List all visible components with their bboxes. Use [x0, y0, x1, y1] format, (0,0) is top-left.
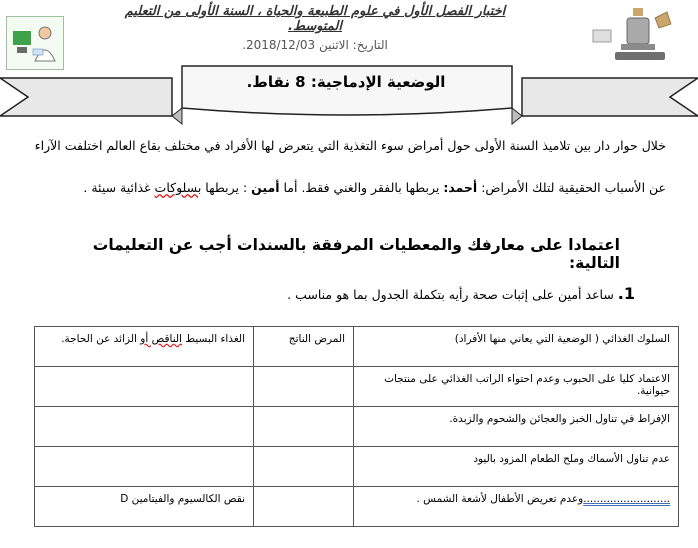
cell-food[interactable] [35, 407, 254, 447]
table-header-row [35, 327, 679, 367]
exam-title: اختبار الفصل الأول في علوم الطبيعة والحياة ، السنة الأولى من التعليم المتوسط. [124, 4, 506, 34]
microscope-icon [585, 4, 675, 66]
cell-disease[interactable] [254, 447, 354, 487]
exam-date: التاريخ: الاثنين 2018/12/03. [242, 38, 388, 52]
banner-title: الوضعية الإدماجية: 8 نقاط. [246, 73, 446, 91]
cell-behavior: الاعتماد كليا على الحبوب وعدم احتواء الراتب الغذائي على منتجات حيوانية. [354, 367, 679, 407]
cell-behavior: الإفراط في تناول الخبز والعجائن والشحوم والزبدة. [354, 407, 679, 447]
cell-behavior[interactable]: ..........................وعدم تعريض الأطفال لأشعة الشمس . [354, 487, 679, 527]
table-row [35, 407, 679, 447]
header-disease: المرض الناتج [254, 327, 354, 367]
cell-disease[interactable] [254, 407, 354, 447]
cell-food: نقص الكالسيوم والفيتامين D [35, 487, 254, 527]
header-food: الغذاء البسيط الناقص أو الزائد عن الحاجة. [35, 327, 254, 367]
cell-disease[interactable] [254, 487, 354, 527]
question-text: ساعد أمين على إثبات صحة رأيه بتكملة الجدول بما هو مناسب . [287, 287, 614, 302]
question-1 [240, 284, 635, 303]
cell-behavior: عدم تناول الأسماك وملح الطعام المزود باليود [354, 447, 679, 487]
instructions-heading: اعتمادا على معارفك والمعطيات المرفقة بالسندات أجب عن التعليمات التالية: [92, 236, 620, 272]
question-number: 1. [617, 284, 635, 303]
scientist-logo [6, 16, 64, 70]
intro-line-1: خلال حوار دار بين تلاميذ السنة الأولى حول أمراض سوء التغذية التي يتعرض لها الأفراد في مختلف بقاع العالم اختلفت الآراء [34, 138, 666, 153]
cell-food[interactable] [35, 447, 254, 487]
nutrition-table [34, 326, 679, 527]
cell-food[interactable] [35, 367, 254, 407]
header-behavior: السلوك الغذائي ( الوضعية التي يعاني منها الأفراد) [354, 327, 679, 367]
table-row [35, 447, 679, 487]
table-row [35, 487, 679, 527]
cell-disease[interactable] [254, 367, 354, 407]
table-row [35, 367, 679, 407]
intro-line-2: عن الأسباب الحقيقية لتلك الأمراض: أحمد: يربطها بالفقر والغني فقط. أما أمين : يربطها بسلوكات غذائية سيئة . [83, 180, 666, 195]
